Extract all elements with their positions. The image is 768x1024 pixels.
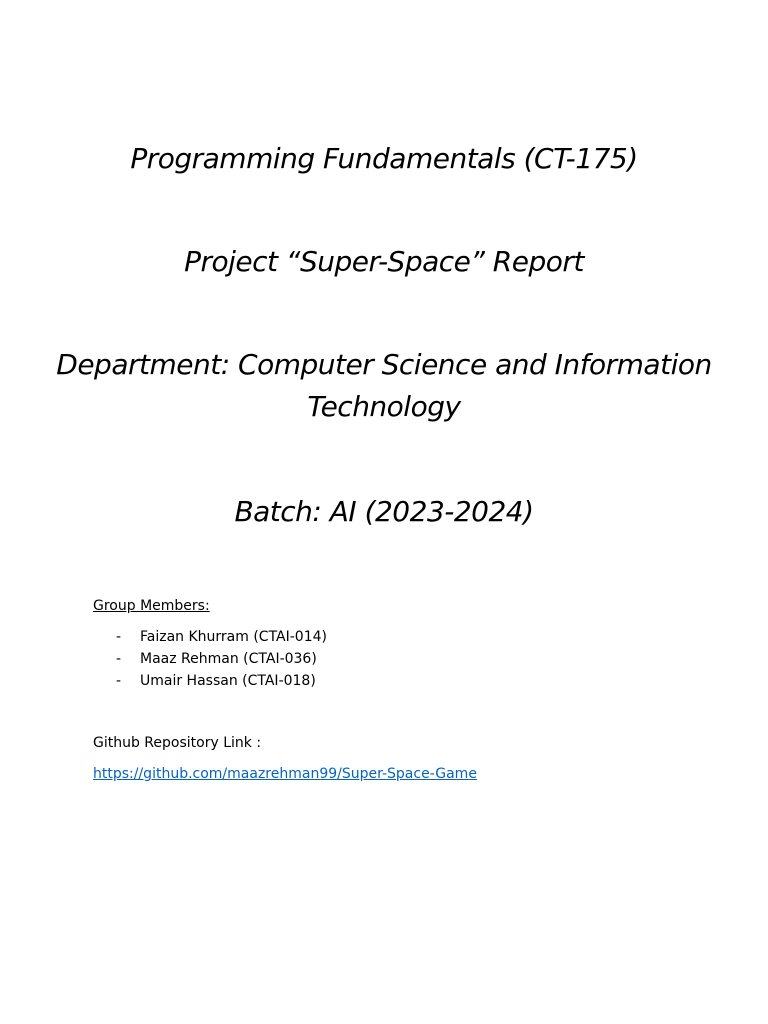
project-title: Project “Super-Space” Report xyxy=(184,245,584,278)
group-members-label: Group Members: xyxy=(93,598,210,614)
list-marker: - xyxy=(116,651,122,667)
member-name: Faizan Khurram (CTAI-014) xyxy=(140,629,327,645)
list-item xyxy=(116,670,327,692)
course-title: Programming Fundamentals (CT-175) xyxy=(130,142,638,175)
member-name: Umair Hassan (CTAI-018) xyxy=(140,673,316,689)
list-item xyxy=(116,626,327,648)
github-repository-link[interactable]: https://github.com/maazrehman99/Super-Space-Game xyxy=(93,766,477,782)
github-label: Github Repository Link : xyxy=(93,735,262,751)
department-title: Department: Computer Science and Information Technology xyxy=(56,348,712,423)
group-members-list xyxy=(116,626,327,692)
list-marker: - xyxy=(116,673,122,689)
member-name: Maaz Rehman (CTAI-036) xyxy=(140,651,317,667)
list-marker: - xyxy=(116,629,122,645)
list-item xyxy=(116,648,327,670)
batch-title: Batch: AI (2023-2024) xyxy=(234,495,534,528)
